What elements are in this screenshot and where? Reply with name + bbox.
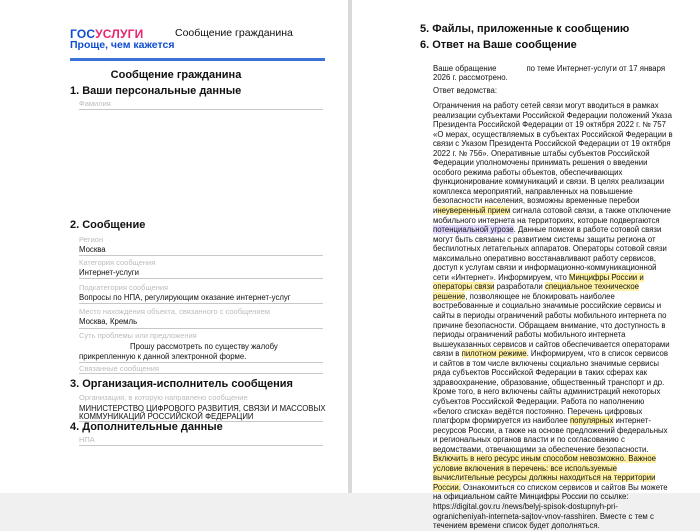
answer-text: сигнала сотовой связи, а также отключение мобильного интернета на территориях, которые подвергаются — [433, 206, 671, 225]
field-label-location: Место нахождения объекта, связанного с сообщением — [79, 307, 270, 316]
answer-text: Ограничения на работу сетей связи могут вводиться в рамках реализации субъектами Российской Федерации положений Указа Президента Российской Федерации от 19 октября 2022 г. № 757 «О мерах, осуществляемых в субъектах Российской Федерации в связи с Указом Президента Российской Федерации от 19 октября 2022 г. № 756». Оперативные штабы субъектов Российской Федерации уполномочены принимать решения о введении особого режима работы объектов, обеспечивающих функционирование коммуникаций и связи. В целях реализации комплекса мероприятий, направленных на повышение безопасности населения, возможны временные перебои и — [433, 101, 673, 216]
answer-highlight: Минцифры России и операторы связи — [433, 272, 644, 292]
section-1-title: 1. Ваши персональные данные — [70, 85, 242, 97]
field-underline — [79, 362, 323, 363]
field-label-subcategory: Подкатегория сообщения — [79, 283, 169, 292]
answer-highlight: Включить в него ресурс иным способом невозможно. Важное условие включения в перечень: все используемые вычислительные ресурсы должны находиться на территории России. — [433, 454, 656, 492]
field-label-category: Категория сообщения — [79, 258, 156, 267]
appeal-lead: Ваше обращение — [433, 64, 497, 73]
field-label-npa: НПА — [79, 435, 95, 444]
appeal-topic: по теме Интернет-услуги от 17 января — [526, 64, 666, 73]
header-divider — [70, 58, 325, 61]
answer-text: . Данные помехи в работе сотовой связи могут быть связаны с развитием системы защиты региона от беспилотных летательных аппаратов. Операторы сотовой связи максимально оперативно восстанавливают работу сервисов, доступ к услугам связи и информационно-коммуникационной сети «Интернет». Информируем, что — [433, 225, 667, 282]
field-underline — [79, 445, 323, 446]
answer-body — [433, 101, 673, 531]
field-label-related: Связанные сообщения — [79, 364, 160, 373]
field-label-region: Регион — [79, 235, 104, 244]
answer-highlight: пилотном режиме — [461, 349, 527, 359]
answer-text: , позволяющее не блокировать наиболее востребованные и социально значимые российские сервисы и сайты в периоды ограничений работы мобильного интернета по причине безопасности. Обращаем внимание, что доступность в периоды ограничений работы мобильного интернета вышеуказанных сервисов и сайтов обеспечивается операторами связи в — [433, 291, 670, 359]
field-value-problem-line2: прикрепленную к данной электронной форме. — [79, 352, 247, 361]
answer-highlight-purple: потенциальной угрозе — [433, 225, 514, 235]
field-label-surname: Фамилия — [79, 99, 111, 108]
field-underline — [79, 373, 323, 374]
answer-text: разработали — [494, 282, 545, 292]
logo-part-uslugi: УСЛУГИ — [95, 27, 144, 41]
section-5-title: 5. Файлы, приложенные к сообщению — [420, 23, 630, 35]
logo-slogan: Проще, чем кажется — [70, 39, 175, 51]
answer-highlight: специальное техническое решение — [433, 282, 640, 301]
field-label-problem: Суть проблемы или предложения — [79, 331, 197, 340]
field-label-organization: Организация, в которую направлено сообщение — [79, 393, 248, 402]
section-6-title: 6. Ответ на Ваше сообщение — [420, 39, 577, 51]
field-underline — [79, 255, 323, 256]
section-4-title: 4. Дополнительные данные — [70, 421, 223, 433]
section-3-title: 3. Организация-исполнитель сообщения — [70, 378, 293, 390]
logo-part-gos: ГОС — [70, 27, 96, 41]
answer-highlight: популярных — [569, 416, 614, 426]
field-value-category: Интернет-услуги — [79, 268, 139, 277]
field-value-organization-line2: КОММУНИКАЦИЙ РОССИЙСКОЙ ФЕДЕРАЦИИ — [79, 412, 254, 421]
field-value-organization-line1: МИНИСТЕРСТВО ЦИФРОВОГО РАЗВИТИЯ, СВЯЗИ И МАССОВЫХ — [79, 404, 326, 413]
answer-heading: Ответ ведомства: — [433, 86, 497, 95]
field-underline — [79, 303, 323, 304]
field-underline — [79, 109, 323, 110]
field-value-subcategory: Вопросы по НПА, регулирующим оказание интернет-услуг — [79, 293, 291, 302]
document-title: Сообщение гражданина — [110, 69, 242, 81]
appeal-status-line2: 2026 г. рассмотрено. — [433, 73, 508, 82]
answer-text: Ознакомиться со списком сервисов и сайтов Вы можете на официальном сайте Минцифры России по ссылке: https://digital.gov.ru /news/belyj-spisok-dostupnyh-pri-ogranicheniyah-interneta-sajtov-vnov-rasshiren. Вместе с тем с течением времени список будет дополняться. — [433, 482, 668, 531]
answer-text: . Информируем, что в список сервисов и сайтов в том числе включены социально значимые сервисы ряда субъектов Российской Федерации в таких сферах как здравоохранение, образование, общественный транспорт и др. Кроме того, в него включены сайты администраций некоторых субъектов Российской Федерации. Работа по наполнению «белого списка» ведётся постоянно. Перечень цифровых платформ формируется из наиболее — [433, 349, 668, 426]
answer-text: интернет-ресурсов России, а также на основе предложений федеральных и региональных органов власти и по согласованию с ведомствами, отвечающими за обеспечение безопасности. — [433, 416, 668, 454]
answer-highlight: неуверенный прием — [437, 206, 511, 216]
field-value-location: Москва, Кремль — [79, 317, 138, 326]
section-2-title: 2. Сообщение — [70, 219, 146, 231]
header-title: Сообщение гражданина — [175, 27, 293, 39]
field-value-problem-line1: Прошу рассмотреть по существу жалобу — [130, 342, 278, 351]
field-underline — [79, 278, 323, 279]
field-value-region: Москва — [79, 245, 106, 254]
field-underline — [79, 328, 323, 329]
